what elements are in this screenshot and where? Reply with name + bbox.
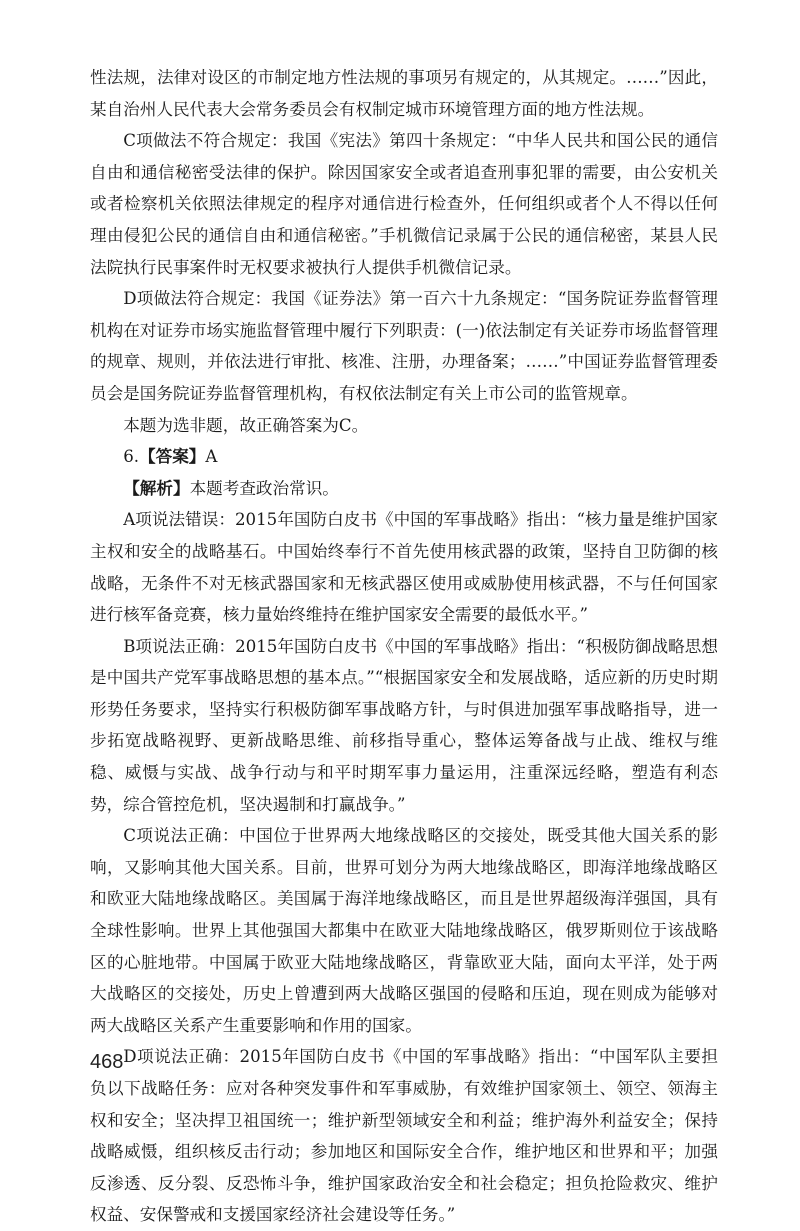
answer-line bbox=[90, 441, 718, 473]
answer-value: A bbox=[205, 447, 218, 467]
paragraph-1: 性法规，法律对设区的市制定地方性法规的事项另有规定的，从其规定。……”因此，某自治州人民代表大会常务委员会有权制定城市环境管理方面的地方性法规。 bbox=[90, 68, 718, 119]
paragraph-option-b-2: B项说法正确：2015年国防白皮书《中国的军事战略》指出：“积极防御战略思想是中国共产党军事战略思想的基本点。”“根据国家安全和发展战略，适应新的历史时期形势任务要求，坚持实行积极防御军事战略方针，与时俱进加强军事战略指导，进一步拓宽战略视野、更新战略思维、前移指导重心，整体运筹备战与止战、维权与维稳、威慑与实战、战争行动与和平时期军事力量运用，注重深远经略，塑造有利态势，综合管控危机，坚决遏制和打赢战争。” bbox=[90, 636, 718, 814]
page-number: 468 bbox=[90, 1051, 124, 1073]
paragraph-option-c-1: C项做法不符合规定：我国《宪法》第四十条规定：“中华人民共和国公民的通信自由和通信秘密受法律的保护。除因国家安全或者追查刑事犯罪的需要，由公安机关或者检察机关依照法律规定的程序对通信进行检查外，任何组织或者个人不得以任何理由侵犯公民的通信自由和通信秘密。”手机微信记录属于公民的通信秘密，某县人民法院执行民事案件时无权要求被执行人提供手机微信记录。 bbox=[90, 131, 718, 277]
paragraph-option-c-2: C项说法正确：中国位于世界两大地缘战略区的交接处，既受其他大国关系的影响，又影响其他大国关系。目前，世界可划分为两大地缘战略区，即海洋地缘战略区和欧亚大陆地缘战略区。美国属于海洋地缘战略区，而且是世界超级海洋强国，具有全球性影响。世界上其他强国大都集中在欧亚大陆地缘战略区，俄罗斯则位于该战略区的心脏地带。中国属于欧亚大陆地缘战略区，背靠欧亚大陆，面向太平洋，处于两大战略区的交接处，历史上曾遭到两大战略区强国的侵略和压迫，现在则成为能够对两大战略区关系产生重要影响和作用的国家。 bbox=[90, 826, 718, 1035]
page-body bbox=[90, 62, 718, 1231]
paragraph-option-a-2: A项说法错误：2015年国防白皮书《中国的军事战略》指出：“核力量是维护国家主权和安全的战略基石。中国始终奉行不首先使用核武器的政策，坚持自卫防御的核战略，无条件不对无核武器国家和无核武器区使用或威胁使用核武器，不与任何国家进行核军备竞赛，核力量始终维持在维护国家安全需要的最低水平。” bbox=[90, 510, 718, 625]
analysis-label: 【解析】 bbox=[123, 477, 190, 498]
paragraph-option-d-1: D项做法符合规定：我国《证券法》第一百六十九条规定：“国务院证券监督管理机构在对证券市场实施监督管理中履行下列职责：(一)依法制定有关证券市场监督管理的规章、规则，并依法进行审批、核准、注册，办理备案；……”中国证券监督管理委员会是国务院证券监督管理机构，有权依法制定有关上市公司的监管规章。 bbox=[90, 289, 718, 403]
paragraph-conclusion: 本题为选非题，故正确答案为C。 bbox=[123, 415, 369, 435]
question-number: 6. bbox=[123, 447, 140, 467]
analysis-text: 本题考查政治常识。 bbox=[189, 478, 339, 498]
paragraph-option-d-2: D项说法正确：2015年国防白皮书《中国的军事战略》指出：“中国军队主要担负以下战略任务：应对各种突发事件和军事威胁，有效维护国家领土、领空、领海主权和安全；坚决捍卫祖国统一；维护新型领域安全和利益；维护海外利益安全；保持战略威慑，组织核反击行动；参加地区和国际安全合作，维护地区和世界和平；加强反渗透、反分裂、反恐怖斗争，维护国家政治安全和社会稳定；担负抢险救灾、维护权益、安保警戒和支援国家经济社会建设等任务。” bbox=[90, 1047, 718, 1225]
analysis-line bbox=[90, 473, 718, 505]
answer-label: 【答案】 bbox=[139, 446, 206, 467]
